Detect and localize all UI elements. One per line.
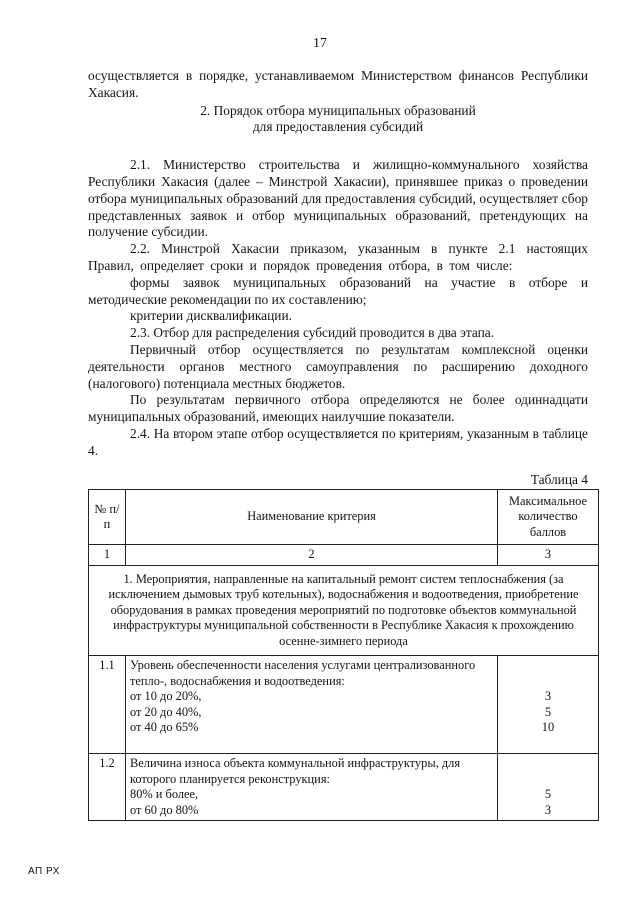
criterion-option: от 10 до 20%, [130, 689, 202, 703]
paragraph-forms: формы заявок муниципальных образований на участие в отборе и методические рекомендации по их составлению; [88, 274, 588, 307]
col-index-1: 1 [89, 545, 126, 566]
score-value: 10 [541, 720, 555, 734]
paragraph-criteria: критерии дисквалификации. [130, 308, 292, 324]
paragraph-results: По результатам первичного отбора определяются не более одиннадцати муниципальных образований, имеющих наилучшие показатели. [88, 392, 588, 425]
header-score: Максимальное количество баллов [498, 490, 599, 545]
criterion-option: от 20 до 40%, [130, 704, 202, 719]
score-cell [498, 656, 599, 754]
section-heading-line2: для предоставления субсидий [252, 119, 424, 135]
col-index-2: 2 [126, 545, 498, 566]
criterion-title: Величина износа объекта коммунальной инфраструктуры, для которого планируется реконструкция: [130, 756, 461, 786]
score-value: 3 [544, 689, 552, 703]
criterion-option: от 40 до 65% [130, 720, 199, 734]
paragraph-primary: Первичный отбор осуществляется по результатам комплексной оценки деятельности органов местного самоуправления по расширению доходного (налогового) потенциала местных бюджетов. [88, 341, 588, 391]
criterion-title: Уровень обеспеченности населения услугами централизованного тепло-, водоснабжения и водоотведения: [130, 658, 476, 688]
column-index-row [89, 545, 599, 566]
score-value: 5 [544, 787, 552, 801]
score-value: 5 [544, 704, 552, 719]
section-heading-line1: 2. Порядок отбора муниципальных образований [200, 102, 476, 118]
header-num: № п/п [89, 490, 126, 545]
section-row [89, 565, 599, 656]
header-name: Наименование критерия [126, 490, 498, 545]
document-body [88, 68, 588, 460]
criterion-option: от 60 до 80% [130, 802, 199, 817]
criterion-cell [126, 656, 498, 754]
table-row [89, 754, 599, 821]
table-row [89, 656, 599, 754]
page-number: 17 [313, 36, 327, 51]
paragraph-2-4: 2.4. На втором этапе отбор осуществляется по критериям, указанным в таблице 4. [88, 425, 588, 458]
row-num: 1.2 [89, 754, 126, 821]
row-num: 1.1 [89, 656, 126, 754]
criteria-table [88, 489, 599, 821]
score-value: 3 [544, 802, 552, 817]
section-1-title: 1. Мероприятия, направленные на капитальный ремонт систем теплоснабжения (за исключением дымовых труб котельных), водоснабжения и водоотведения, приобретение оборудования в рамках проведения мероприятий по подготовке объектов коммунальной инфраструктуры муниципальной собственности в Республике Хакасия к прохождению осенне-зимнего периода [89, 565, 599, 656]
paragraph-2-3: 2.3. Отбор для распределения субсидий проводится в два этапа. [130, 325, 495, 341]
intro-paragraph: осуществляется в порядке, устанавливаемом Министерством финансов Республики Хакасия. [88, 68, 588, 100]
criterion-option: 80% и более, [130, 787, 199, 801]
score-cell [498, 754, 599, 821]
footer-mark: АП РХ [28, 866, 60, 877]
paragraph-2-1: 2.1. Министерство строительства и жилищно-коммунального хозяйства Республики Хакасия (далее – Минстрой Хакасии), принявшее приказ о проведении отбора муниципальных образований для предоставления субсидий, осуществляет сбор представленных заявок и отбор муниципальных образований, претендующих на получение субсидии. [88, 157, 588, 240]
criterion-cell [126, 754, 498, 821]
table-header-row [89, 490, 599, 545]
table-caption: Таблица 4 [530, 472, 588, 487]
paragraph-2-2: 2.2. Минстрой Хакасии приказом, указанным в пункте 2.1 настоящих Правил, определяет сроки и порядок проведения отбора, в том числе: [88, 241, 588, 273]
col-index-3: 3 [498, 545, 599, 566]
